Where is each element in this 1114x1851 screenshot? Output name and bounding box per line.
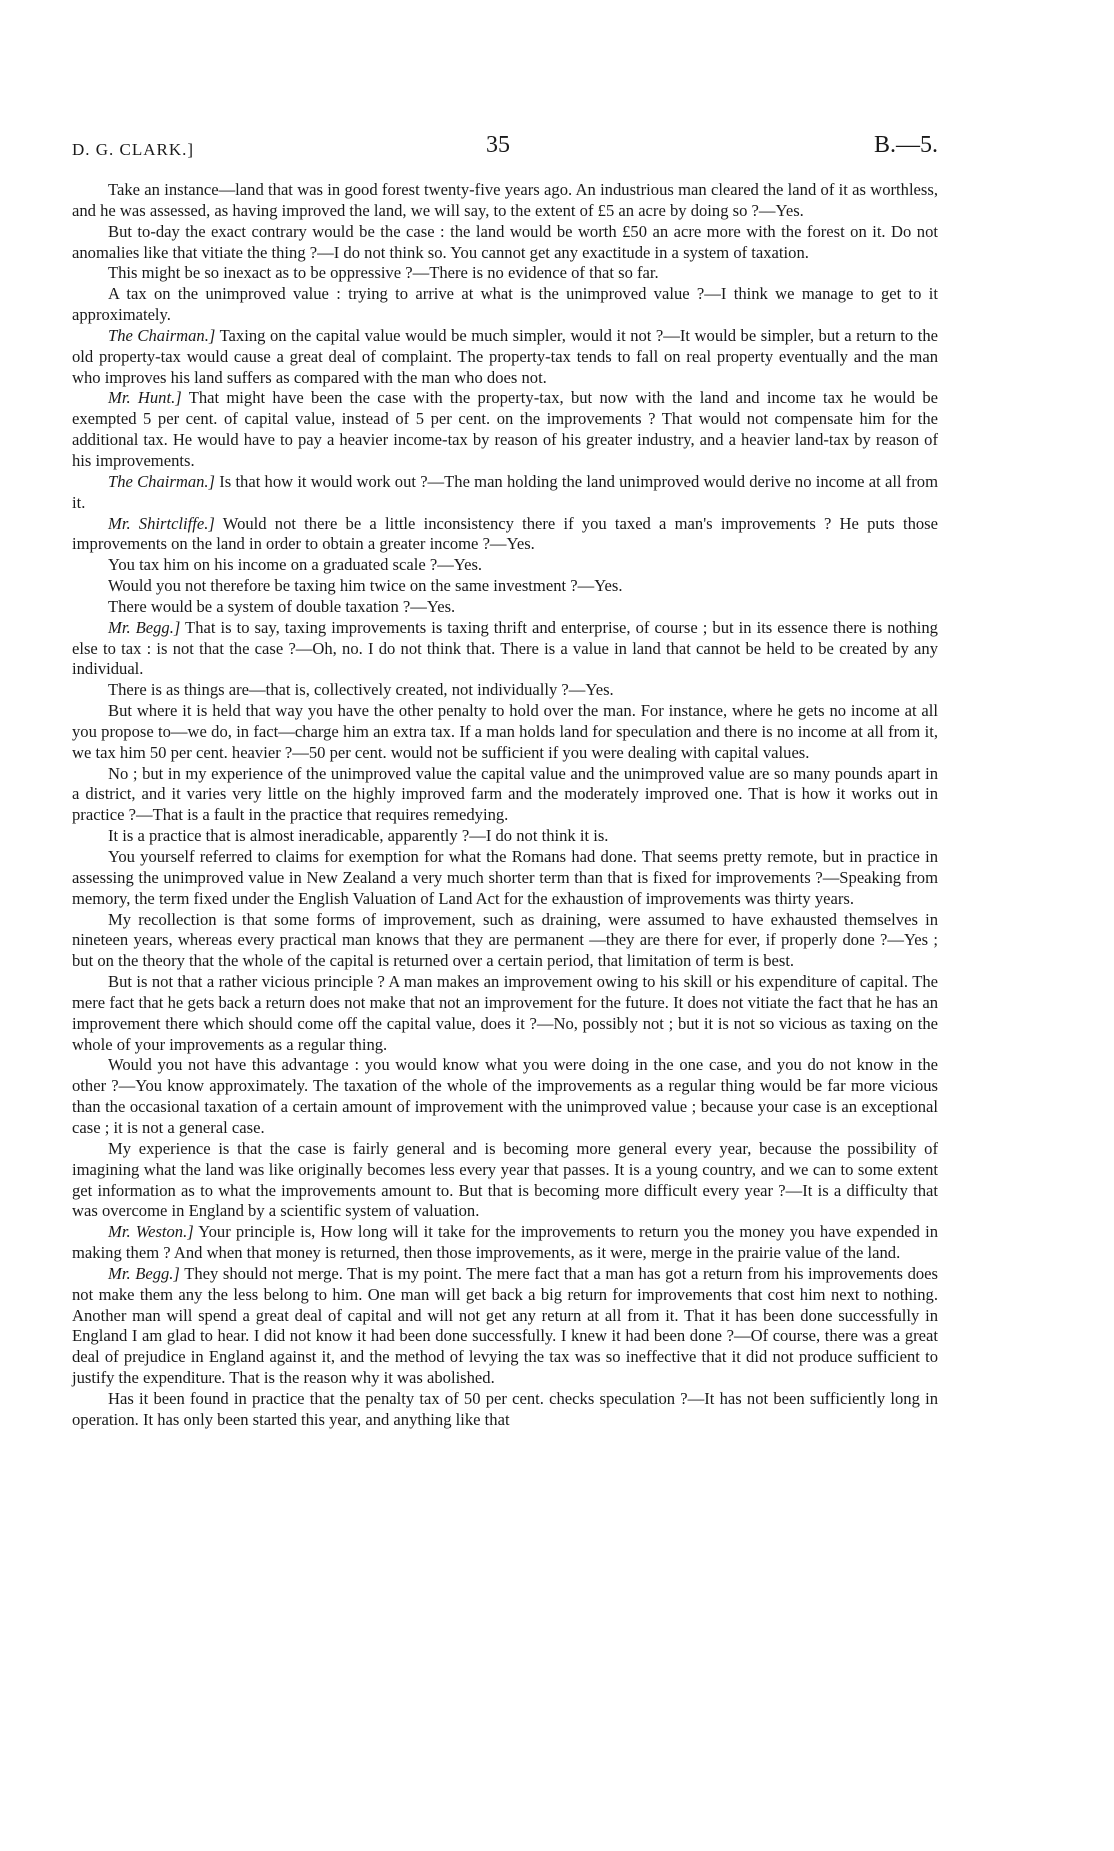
- speaker-label: The Chairman.]: [108, 471, 216, 491]
- paragraph-text: But to-day the exact contrary would be the case : the land would be worth £50 an acre more with the forest on it. Do not anomalies like that vitiate the thing ?—I do not think so. You cannot get any exactitude in a system of taxation.: [72, 221, 938, 262]
- paragraph-text: Your principle is, How long will it take for the improvements to return you the money you have expended in making them ? And when that money is returned, then those improvements, as it were, merge in the prairie value of the land.: [72, 1222, 938, 1263]
- paragraph-text: Would not there be a little inconsistency there if you taxed a man's improvements ? He puts those improvements on the land in order to obtain a greater income ?—Yes.: [72, 513, 938, 554]
- paragraph-text: Is that how it would work out ?—The man holding the land unimproved would derive no income at all from it.: [72, 471, 939, 512]
- paragraph: [72, 326, 938, 389]
- paragraph: [72, 1139, 938, 1222]
- paragraph-text: Taxing on the capital value would be much simpler, would it not ?—It would be simpler, but a return to the old property-tax would cause a great deal of complaint. The property-tax tends to fall on real property eventually and the man who improves his land suffers as compared with the man who does not.: [72, 325, 939, 387]
- paragraph-text: A tax on the unimproved value : trying to arrive at what is the unimproved value ?—I think we manage to get to it approximately.: [72, 284, 938, 325]
- paragraph: [72, 826, 938, 847]
- paragraph: [72, 972, 938, 1055]
- document-reference: B.—5.: [873, 132, 938, 158]
- speaker-label: Mr. Weston.]: [108, 1222, 194, 1242]
- paragraph: [72, 472, 938, 514]
- speaker-label: Mr. Begg.]: [108, 1263, 180, 1283]
- paragraph: [72, 597, 938, 618]
- paragraph: [72, 222, 938, 264]
- paragraph-text: There is as things are—that is, collectively created, not individually ?—Yes.: [108, 680, 614, 700]
- paragraph: [72, 847, 938, 910]
- paragraph: [72, 764, 938, 827]
- paragraph: [72, 284, 938, 326]
- paragraph-text: It is a practice that is almost ineradicable, apparently ?—I do not think it is.: [108, 826, 609, 846]
- paragraph-text: Would you not have this advantage : you would know what you were doing in the one case, and you do not know in the other ?—You know approximately. The taxation of the whole of the improvements as a regular thing would be far more vicious than the occasional taxation of a certain amount of improvement with the unimproved value ; because your case is an exceptional case ; it is not a general case.: [72, 1055, 938, 1137]
- paragraph: [72, 514, 938, 556]
- paragraph-text: But is not that a rather vicious principle ? A man makes an improvement owing to his skill or his expenditure of capital. The mere fact that he gets back a return does not make that not an improvement for the future. It does not vitiate the fact that he has an improvement there which should come off the capital value, does it ?—No, possibly not ; but it is not so vicious as taxing on the whole of your improvements as a regular thing.: [72, 972, 938, 1054]
- speaker-label: Mr. Hunt.]: [108, 388, 182, 408]
- speaker-label: Mr. Begg.]: [108, 617, 181, 637]
- paragraph-text: My experience is that the case is fairly general and is becoming more general every year, because the possibility of imagining what the land was like originally becomes less every year that passes. It is a young country, and we can to some extent get information as to what the improvements amount to. But that is becoming more difficult every year ?—It is a difficulty that was overcome in England by a scientific system of valuation.: [72, 1138, 938, 1221]
- paragraph: [72, 910, 938, 973]
- page-number: 35: [486, 132, 510, 158]
- paragraph: [72, 1222, 938, 1264]
- paragraph-text: That is to say, taxing improvements is taxing thrift and enterprise, of course ; but in its essence there is nothing else to tax : is not that the case ?—Oh, no. I do not think that. There is a value in land that cannot be held to be created by any individual.: [72, 617, 938, 679]
- paragraph: [72, 618, 938, 681]
- paragraph: [72, 388, 938, 471]
- paragraph: [72, 1264, 938, 1389]
- paragraph-text: But where it is held that way you have the other penalty to hold over the man. For instance, where he gets no income at all you propose to—we do, in fact—charge him an extra tax. If a man holds land for speculation and there is no income at all from it, we tax him 50 per cent. heavier ?—50 per cent. would not be sufficient if you were dealing with capital values.: [72, 701, 938, 762]
- paragraph-text: No ; but in my experience of the unimproved value the capital value and the unimproved value are so many pounds apart in a district, and it varies very little on the highly improved farm and the moderately improved one. That is how it works out in practice ?—That is a fault in the practice that requires remedying.: [72, 763, 938, 825]
- paragraph-text: You tax him on his income on a graduated scale ?—Yes.: [108, 555, 483, 575]
- testimony-body: [72, 180, 938, 1431]
- paragraph-text: Would you not therefore be taxing him twice on the same investment ?—Yes.: [108, 576, 623, 596]
- paragraph: [72, 1055, 938, 1138]
- witness-name: D. G. CLARK.]: [72, 140, 195, 159]
- paragraph-text: There would be a system of double taxation ?—Yes.: [108, 596, 456, 616]
- speaker-label: The Chairman.]: [108, 325, 216, 345]
- paragraph-text: This might be so inexact as to be oppressive ?—There is no evidence of that so far.: [108, 263, 659, 283]
- paragraph-text: That might have been the case with the property-tax, but now with the land and income tax he would be exempted 5 per cent. of capital value, instead of 5 per cent. on the improvements ? That would not compensate him for the additional tax. He would have to pay a heavier income-tax by reason of his greater industry, and a heavier land-tax by reason of his improvements.: [72, 388, 938, 470]
- paragraph: [72, 576, 938, 597]
- paragraph: [72, 555, 938, 576]
- paragraph: [72, 1389, 938, 1431]
- paragraph-text: Take an instance—land that was in good forest twenty-five years ago. An industrious man cleared the land of it as worthless, and he was assessed, as having improved the land, we will say, to the extent of £5 an acre by doing so ?—Yes.: [72, 180, 938, 220]
- paragraph: [72, 680, 938, 701]
- paragraph: [72, 180, 938, 222]
- page-header: [72, 132, 938, 164]
- speaker-label: Mr. Shirtcliffe.]: [108, 513, 215, 533]
- paragraph-text: Has it been found in practice that the penalty tax of 50 per cent. checks speculation ?—It has not been sufficiently long in operation. It has only been started this year, and anything like that: [72, 1388, 938, 1429]
- paragraph-text: You yourself referred to claims for exemption for what the Romans had done. That seems pretty remote, but in practice in assessing the unimproved value in New Zealand a very much shorter term than that is fixed for improvements ?—Speaking from memory, the term fixed under the English Valuation of Land Act for the exhaustion of improvements was thirty years.: [72, 847, 938, 908]
- paragraph-text: My recollection is that some forms of improvement, such as draining, were assumed to have exhausted themselves in nineteen years, whereas every practical man knows that they are permanent —they are there for ever, if properly done ?—Yes ; but on the theory that the whole of the capital is returned over a certain period, that limitation of term is best.: [72, 909, 938, 971]
- paragraph: [72, 263, 938, 284]
- paragraph-text: They should not merge. That is my point. The mere fact that a man has got a return from his improvements does not make them any the less belong to him. One man will get back a big return for improvements that cost him next to nothing. Another man will spend a great deal of capital and will not get any return at all from it. That it has been done successfully in England I am glad to hear. I did not know it had been done successfully. I knew it had been done ?—Of course, there was a great deal of prejudice in England against it, and the method of levying the tax was so ineffective that it did not produce sufficient to justify the expenditure. That is the reason why it was abolished.: [72, 1263, 938, 1388]
- paragraph: [72, 701, 938, 764]
